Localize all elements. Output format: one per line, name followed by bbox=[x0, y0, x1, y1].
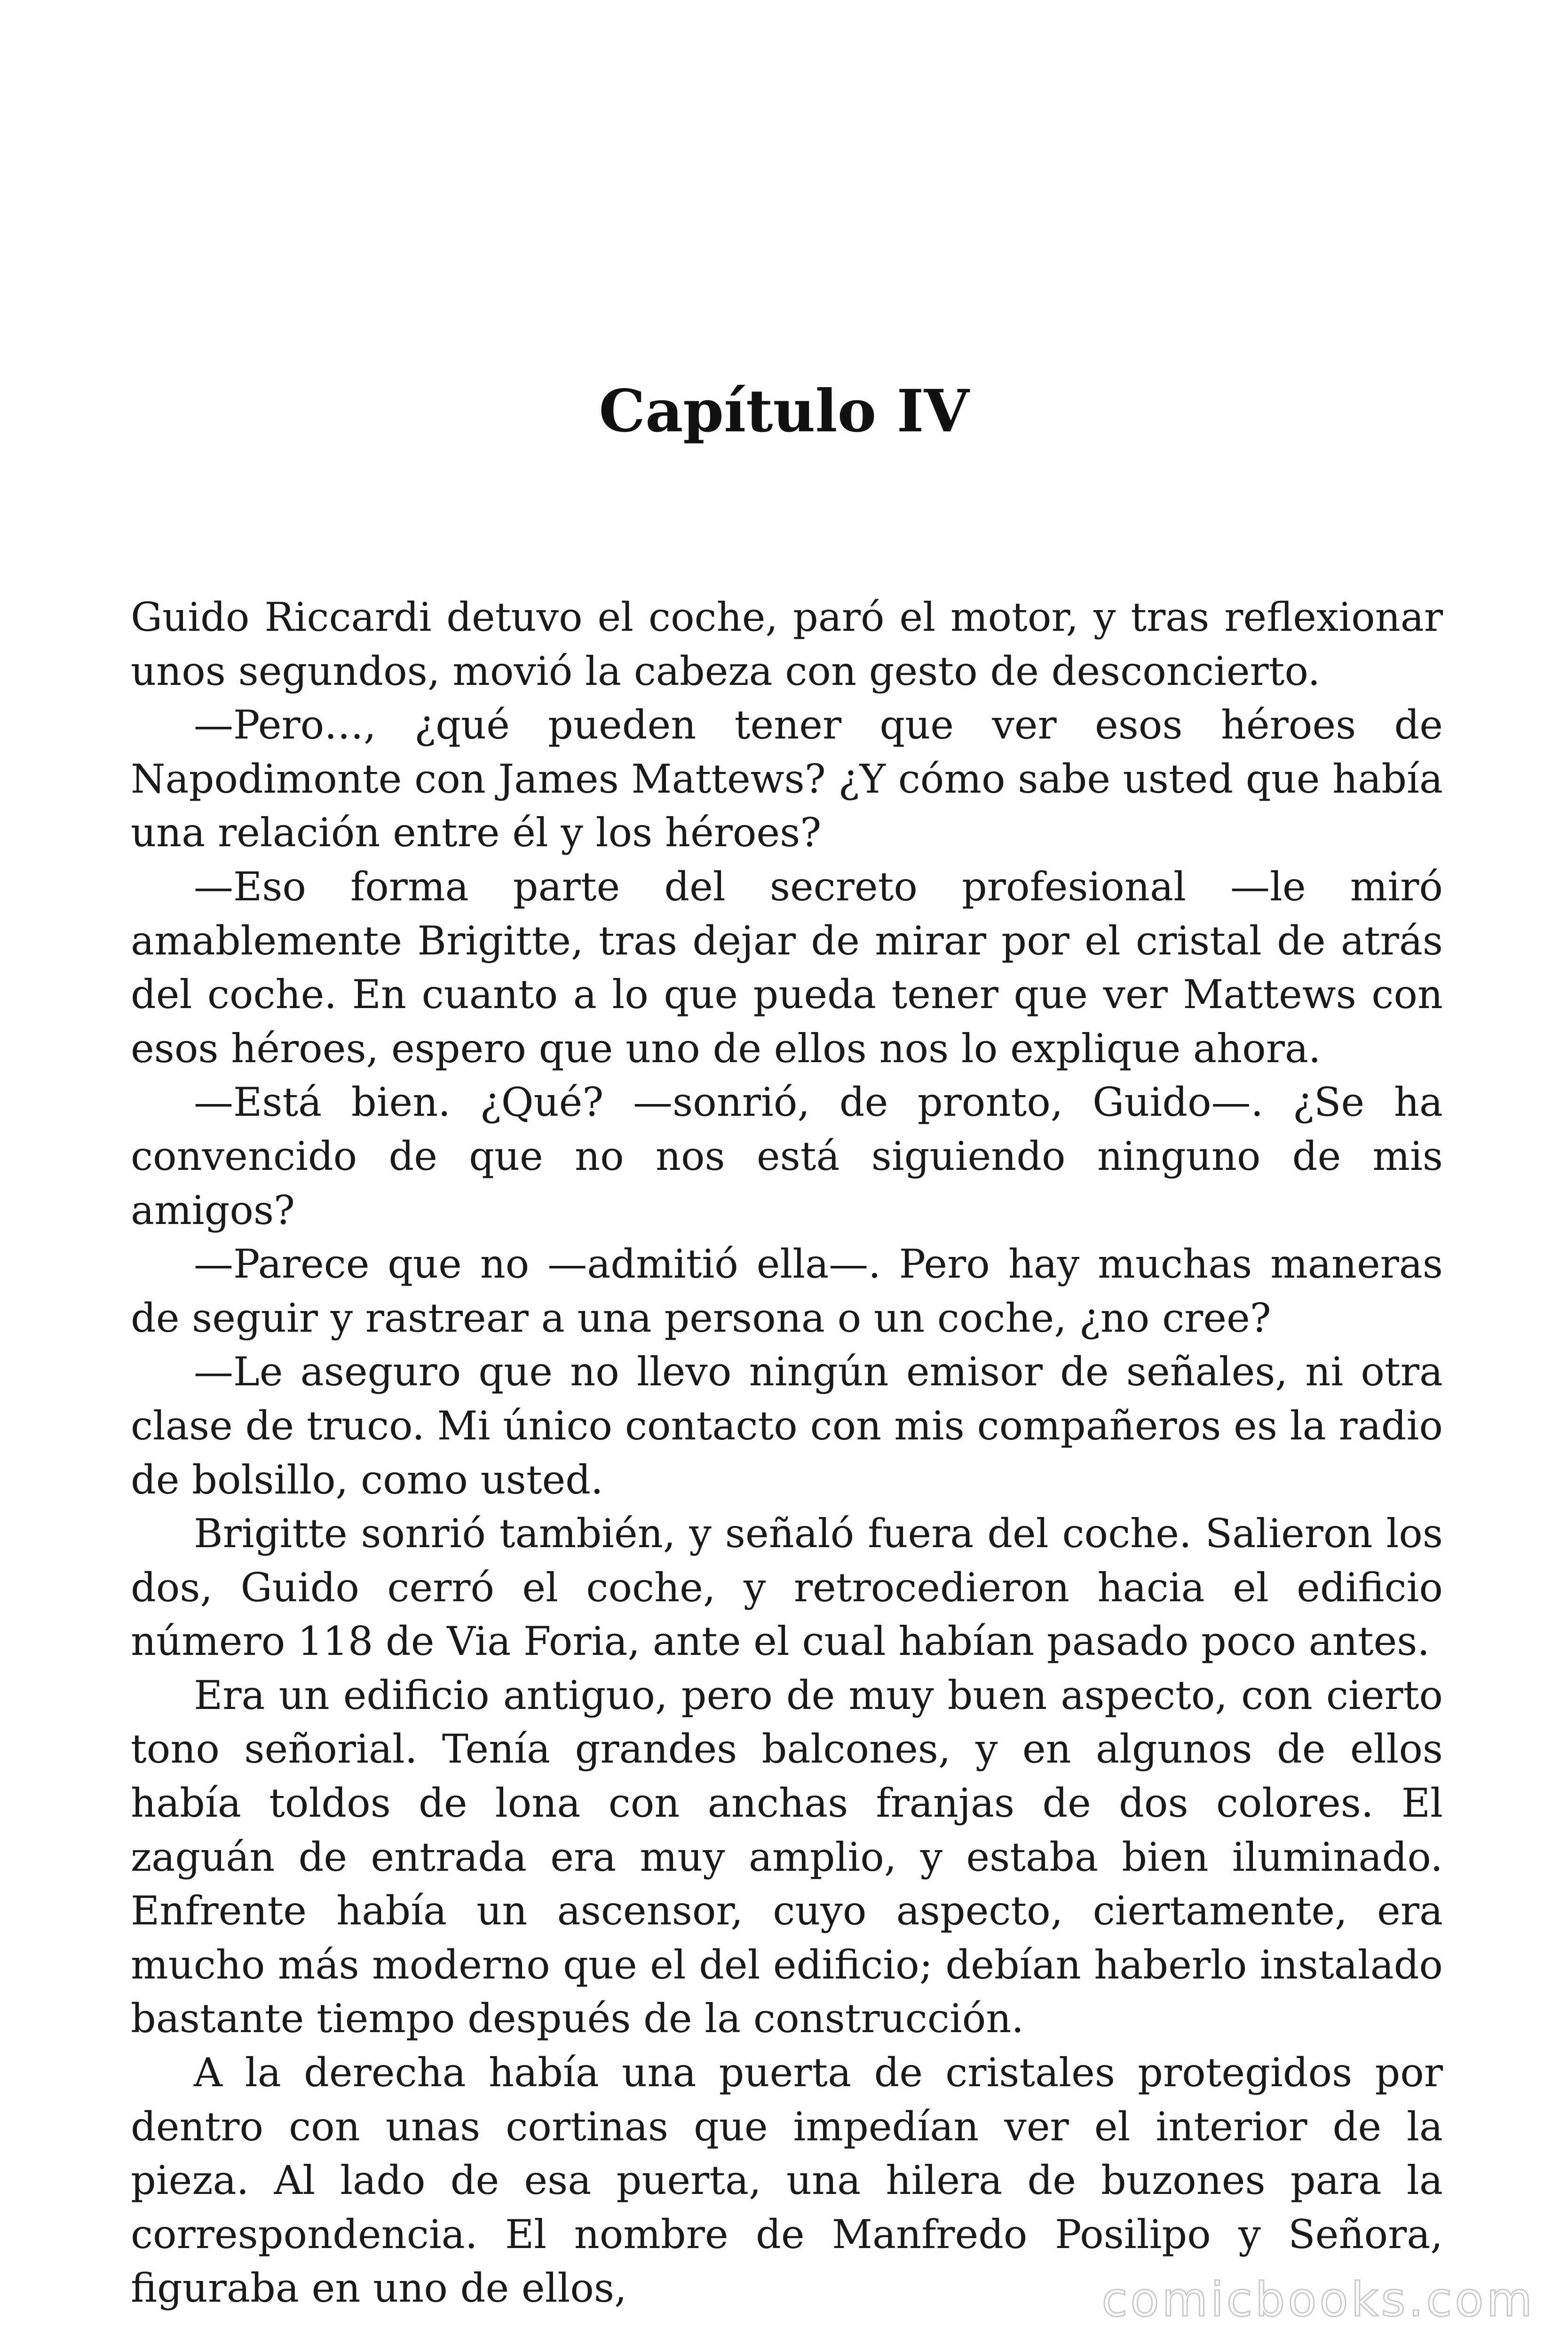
paragraph: —Está bien. ¿Qué? —sonrió, de pronto, Guido—. ¿Se ha convencido de que no nos está siguiendo ninguno de mis amigos? bbox=[131, 1079, 1443, 1233]
paragraph: —Pero…, ¿qué pueden tener que ver esos héroes de Napodimonte con James Mattews? ¿Y cómo sabe usted que había una relación entre él y los héroes? bbox=[131, 702, 1443, 856]
chapter-body bbox=[131, 590, 1443, 2315]
paragraph: —Parece que no —admitió ella—. Pero hay muchas maneras de seguir y rastrear a una persona o un coche, ¿no cree? bbox=[131, 1241, 1443, 1341]
paragraph: Era un edificio antiguo, pero de muy buen aspecto, con cierto tono señorial. Tenía grandes balcones, y en algunos de ellos había toldos de lona con anchas franjas de dos colores. El zaguán de entrada era muy amplio, y estaba bien iluminado. Enfrente había un ascensor, cuyo aspecto, ciertamente, era mucho más moderno que el del edificio; debían haberlo instalado bastante tiempo después de la construcción. bbox=[131, 1672, 1443, 2042]
paragraph: —Le aseguro que no llevo ningún emisor de señales, ni otra clase de truco. Mi único contacto con mis compañeros es la radio de bolsillo, como usted. bbox=[131, 1349, 1443, 1503]
paragraph: —Eso forma parte del secreto profesional —le miró amablemente Brigitte, tras dejar de mirar por el cristal de atrás del coche. En cuanto a lo que pueda tener que ver Mattews con esos héroes, espero que uno de ellos nos lo explique ahora. bbox=[131, 863, 1443, 1072]
paragraph: Guido Riccardi detuvo el coche, paró el motor, y tras reflexionar unos segundos, movió la cabeza con gesto de desconcierto. bbox=[131, 594, 1443, 694]
paragraph: A la derecha había una puerta de cristales protegidos por dentro con unas cortinas que impedían ver el interior de la pieza. Al lado de esa puerta, una hilera de buzones para la correspondencia. El nombre de Manfredo Posilipo y Señora, figuraba en uno de ellos, bbox=[131, 2050, 1443, 2312]
watermark: comicbooks.com bbox=[1101, 2272, 1535, 2327]
paragraph: Brigitte sonrió también, y señaló fuera del coche. Salieron los dos, Guido cerró el coche, y retrocedieron hacia el edificio número 118 de Via Foria, ante el cual habían pasado poco antes. bbox=[131, 1510, 1443, 1665]
chapter-title: Capítulo IV bbox=[599, 377, 969, 445]
